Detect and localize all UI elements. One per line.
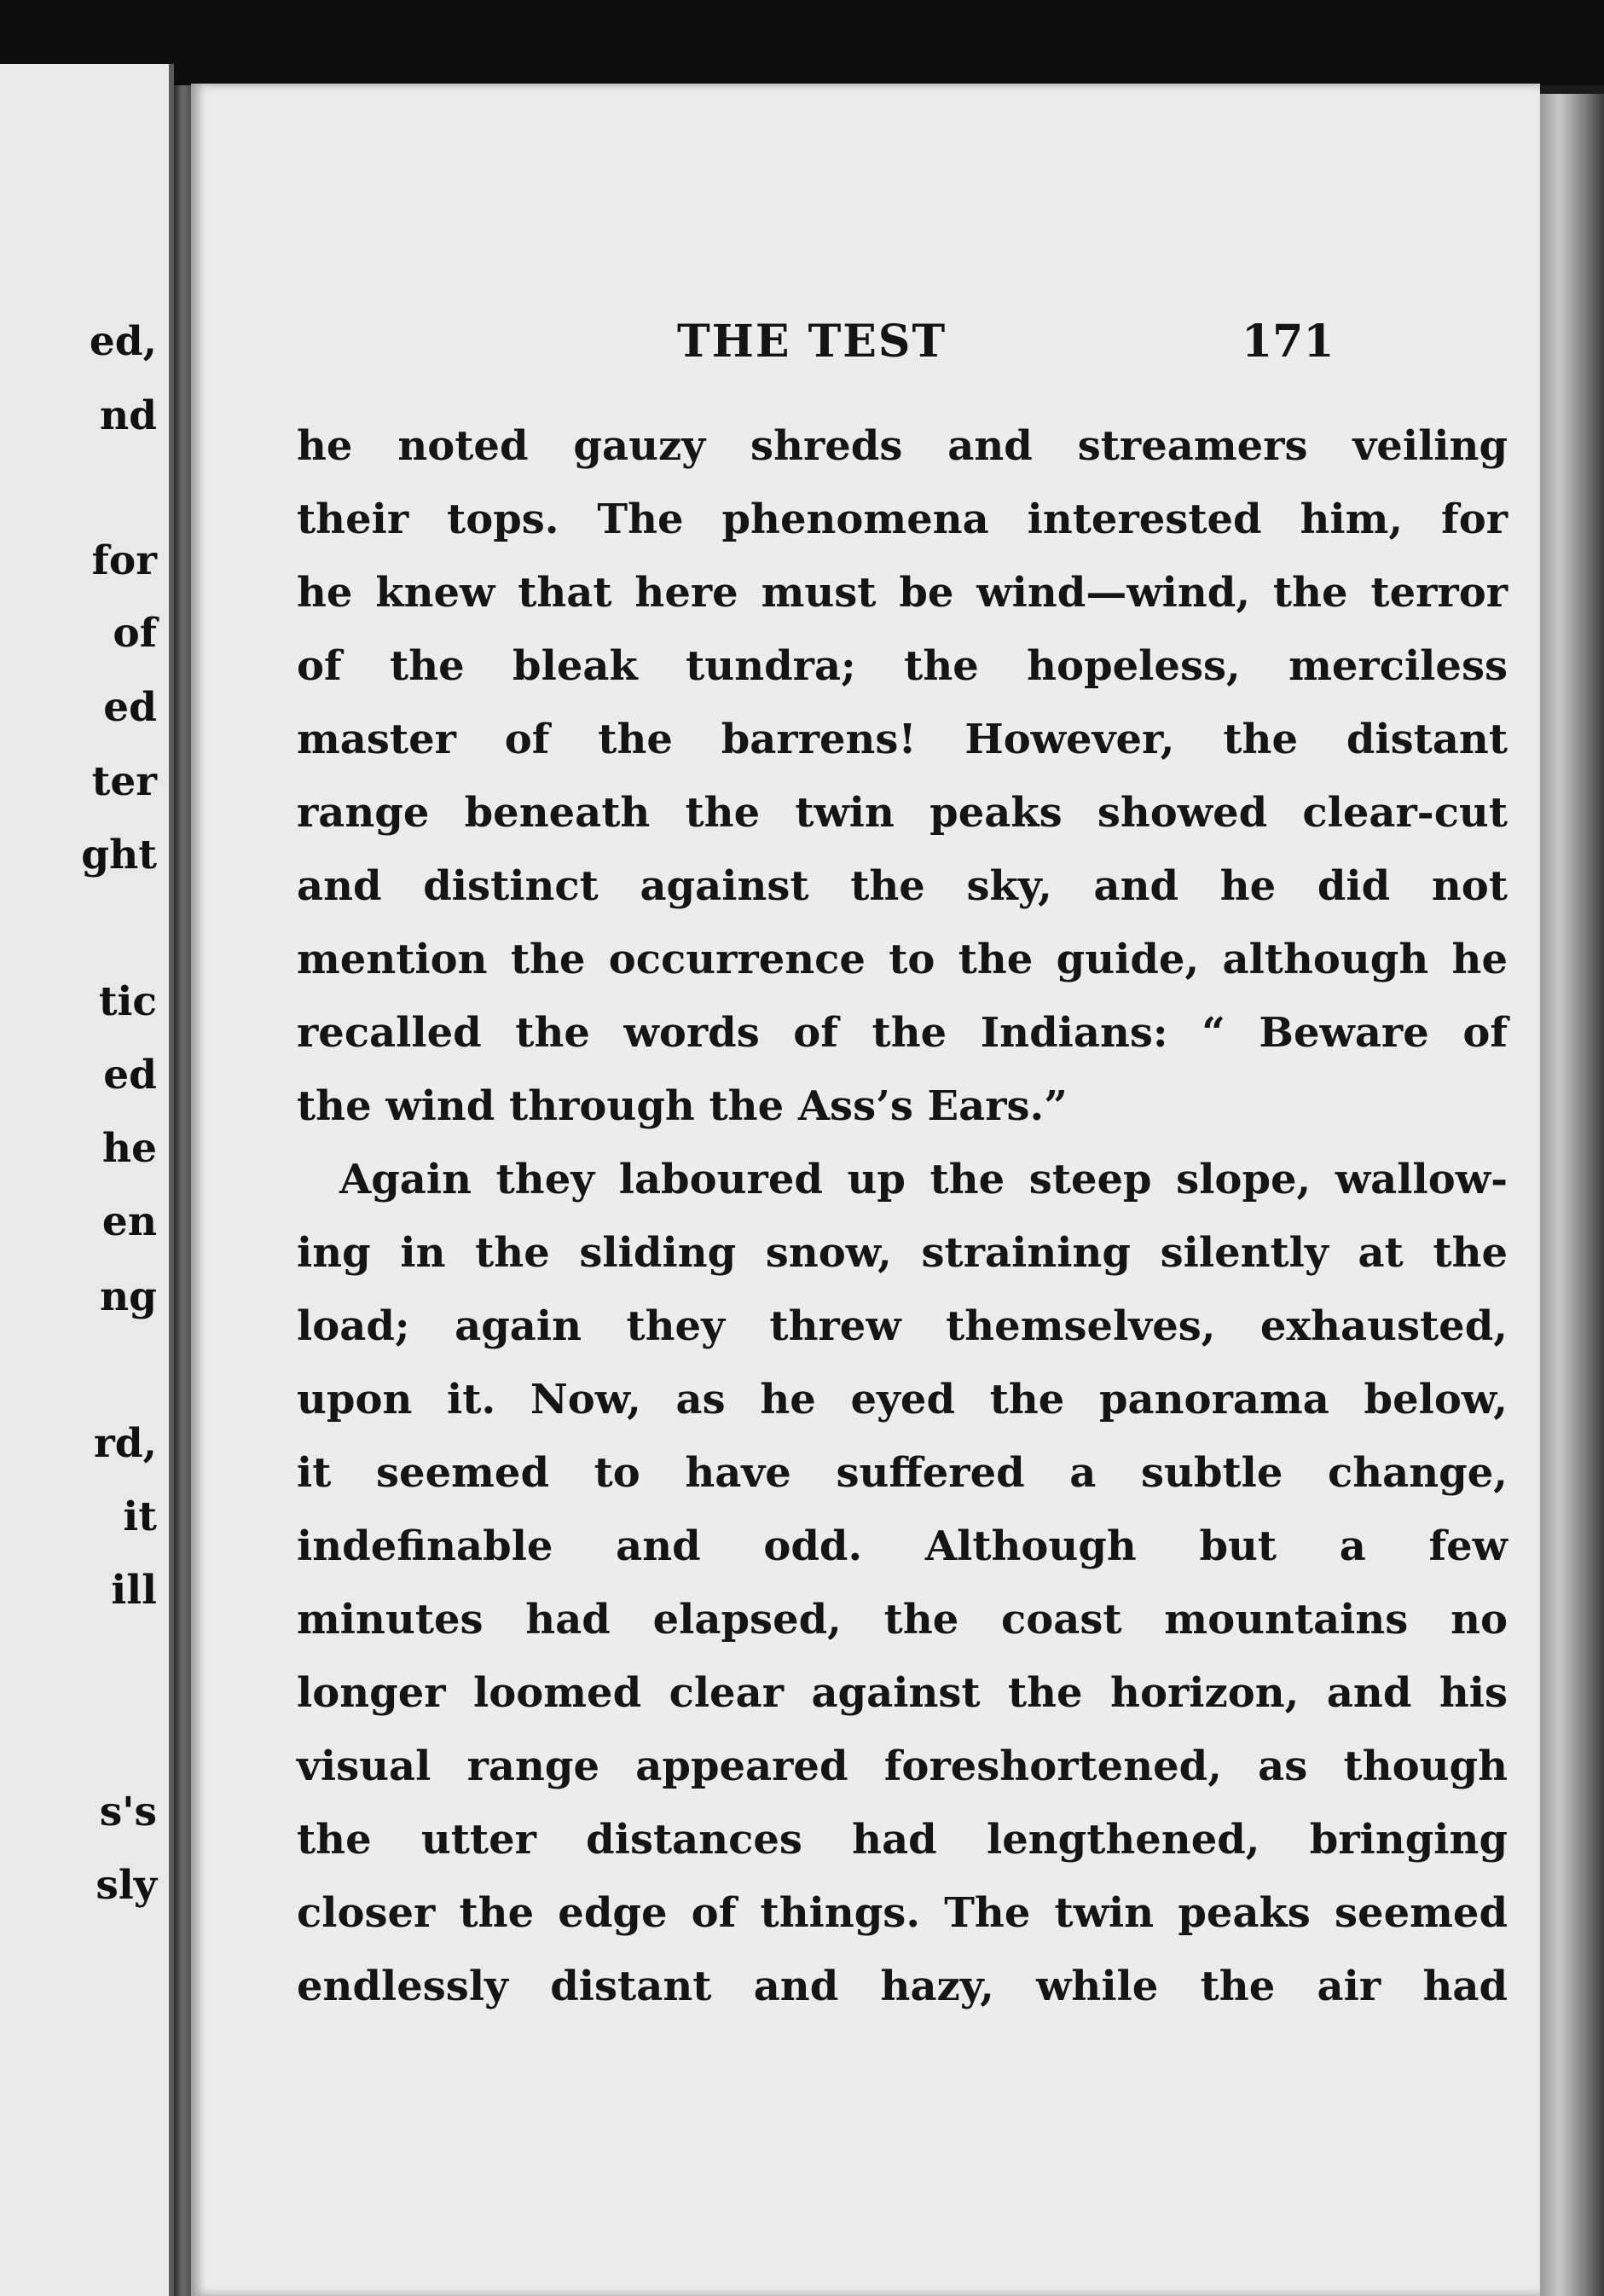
facing-page-fragment: he (101, 1125, 157, 1172)
text-line: load; again they threw themselves, exhausted, (297, 1302, 1508, 1350)
text-line: minutes had elapsed, the coast mountains no (297, 1596, 1508, 1644)
facing-page-fragment: rd, (94, 1420, 157, 1467)
text-line: it seemed to have suffered a subtle change, (297, 1449, 1508, 1497)
text-line: the utter distances had lengthened, bringing (297, 1816, 1508, 1864)
scan-top-band (0, 0, 1604, 85)
text-line: he knew that here must be wind—wind, the terror (297, 569, 1508, 617)
text-line: their tops. The phenomena interested him, for (297, 496, 1508, 543)
text-line: upon it. Now, as he eyed the panorama below, (297, 1376, 1508, 1423)
facing-page-fragment: ill (111, 1567, 157, 1614)
facing-page-strip (0, 64, 174, 2296)
body-text (297, 409, 1508, 2023)
facing-page-fragment: ng (99, 1273, 157, 1320)
facing-page-fragment: ght (81, 832, 157, 878)
text-line: recalled the words of the Indians: “ Beware of (297, 1009, 1508, 1057)
text-line: endlessly distant and hazy, while the air had (297, 1963, 1508, 2010)
facing-page-fragment: ter (91, 758, 157, 805)
text-line: he noted gauzy shreds and streamers veiling (297, 422, 1508, 470)
facing-page-fragment: for (91, 537, 157, 584)
text-line: Again they laboured up the steep slope, wallow- (339, 1156, 1508, 1203)
page-stack-edge (1540, 94, 1604, 2296)
facing-page-fragment: it (123, 1493, 157, 1540)
text-line: master of the barrens! However, the distant (297, 716, 1508, 763)
running-head (191, 316, 1540, 375)
facing-page-fragment: s's (99, 1789, 157, 1835)
facing-page-fragment: en (101, 1198, 157, 1245)
text-line: indefinable and odd. Although but a few (297, 1522, 1508, 1570)
facing-page-fragment: nd (99, 392, 157, 439)
text-line: range beneath the twin peaks showed clear-cut (297, 789, 1508, 837)
facing-page-fragment: ed (103, 1052, 157, 1099)
book-page (191, 84, 1540, 2296)
facing-page-fragment: ed (103, 684, 157, 731)
facing-page-fragment: tic (98, 978, 157, 1025)
text-line: mention the occurrence to the guide, although he (297, 936, 1508, 983)
text-line: longer loomed clear against the horizon, and his (297, 1669, 1508, 1717)
text-line: ing in the sliding snow, straining silently at the (297, 1229, 1508, 1277)
text-line: of the bleak tundra; the hopeless, merciless (297, 642, 1508, 690)
text-line: closer the edge of things. The twin peaks seemed (297, 1889, 1508, 1937)
facing-page-fragment: sly (96, 1862, 157, 1909)
text-line: visual range appeared foreshortened, as though (297, 1742, 1508, 1790)
page-number: 171 (1242, 316, 1335, 368)
text-line: and distinct against the sky, and he did not (297, 862, 1508, 910)
running-title: THE TEST (677, 316, 947, 368)
facing-page-fragment: of (113, 610, 157, 657)
facing-page-fragment: ed, (89, 318, 157, 365)
text-line: the wind through the Ass’s Ears.” (297, 1082, 1068, 1130)
